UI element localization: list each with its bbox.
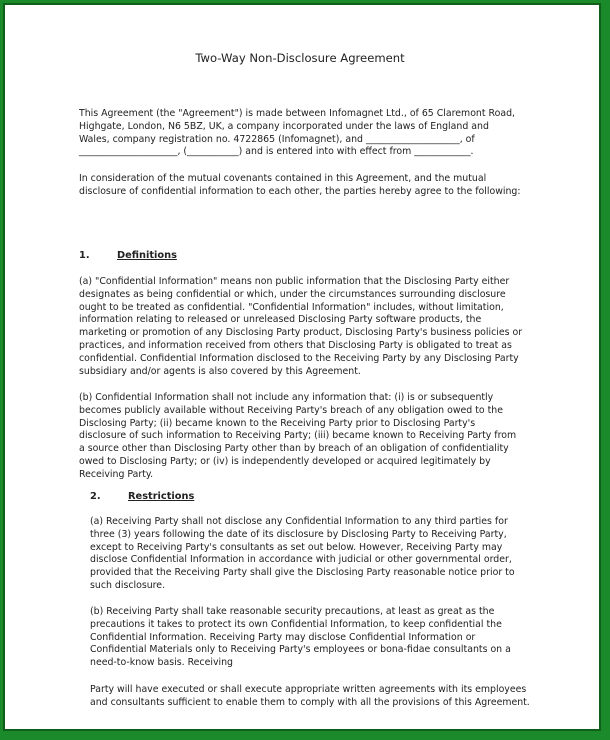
restrictions-para-c [90,684,530,710]
paragraph-line: (a) Receiving Party shall not disclose any Confidential Information to any third parties for [90,516,508,527]
paragraph-line: (b) Receiving Party shall take reasonable security precautions, at least as great as the [90,606,495,617]
paragraph-line: marketing or promotion of any Disclosing Party product, Disclosing Party's business policies or [79,327,523,339]
paragraph-line: confidential. Confidential Information disclosed to the Receiving Party by any Disclosing Party [79,352,519,364]
intro-line: _____________________, (___________) and is entered into with effect from ____________. [79,146,474,158]
document-title: Two-Way Non-Disclosure Agreement [195,51,405,65]
paragraph-line: designates as being confidential or which, under the circumstances surrounding disclosure [79,288,506,300]
intro-line: This Agreement (the "Agreement") is made between Infomagnet Ltd., of 65 Claremont Road, [79,108,516,119]
restrictions-para-a [90,516,522,593]
consideration-line: In consideration of the mutual covenants contained in this Agreement, and the mutual [79,173,487,184]
paragraph-line: becomes publicly available without Receiving Party's breach of any obligation owed to the [79,404,503,416]
paragraph-line: practices, and information received from others that Disclosing Party is obligated to treat as [79,339,512,351]
intro-paragraph [79,108,522,159]
definitions-para-a [79,276,522,378]
paragraph-line: Confidential Materials only to Receiving Party's employees or bona-fidae consultants on a [90,644,511,656]
section-1-heading [79,250,177,263]
consideration-paragraph [79,173,522,199]
paragraph-line: (a) "Confidential Information" means non public information that the Disclosing Party either [79,276,510,287]
paragraph-line: disclose Confidential Information in accordance with judicial or other governmental order, [90,554,512,566]
section-title: Restrictions [128,491,195,502]
restrictions-para-b [90,606,522,670]
intro-line: Highgate, London, N6 5BZ, UK, a company incorporated under the laws of England and [79,120,489,132]
paragraph-line: except to Receiving Party's consultants as set out below. However, Receiving Party may [90,541,503,553]
intro-line: Wales, company registration no. 4722865 (Infomagnet), and ____________________, of [79,133,475,145]
paragraph-line: Party will have executed or shall execute appropriate written agreements with its employees [90,684,527,695]
paragraph-line: precautions it takes to protect its own Confidential Information, to keep confidential the [90,618,502,630]
paragraph-line: such disclosure. [90,579,166,591]
consideration-line: disclosure of confidential information to each other, the parties hereby agree to the following: [79,185,521,197]
paragraph-line: Confidential Information. Receiving Party may disclose Confidential Information or [90,631,476,643]
paragraph-line: Receiving Party. [79,468,154,480]
paragraph-line: provided that the Receiving Party shall give the Disclosing Party reasonable notice prior to [90,567,515,579]
section-number: 1. [79,250,90,261]
definitions-para-b [79,392,522,482]
paragraph-line: information relating to released or unreleased Disclosing Party software products, the [79,314,482,326]
section-title: Definitions [117,250,177,261]
paragraph-line: need-to-know basis. Receiving [90,657,233,669]
paragraph-line: owed to Disclosing Party; or (iv) is independently developed or acquired legitimately by [79,455,491,467]
paragraph-line: a source other than Disclosing Party other than by breach of an obligation of confidentiality [79,443,509,455]
paragraph-line: disclosure of such information to Receiving Party; (iii) became known to Receiving Party from [79,430,517,442]
paragraph-line: three (3) years following the date of its disclosure by Disclosing Party to Receiving Party, [90,528,507,540]
paragraph-line: subsidiary and/or agents is also covered by this Agreement. [79,365,361,377]
paragraph-line: Disclosing Party; (ii) became known to the Receiving Party prior to Disclosing Party's [79,417,476,429]
paragraph-line: (b) Confidential Information shall not include any information that: (i) is or subsequently [79,392,494,403]
section-number: 2. [90,491,101,502]
section-2-heading [90,491,194,504]
paragraph-line: ought to be treated as confidential. "Confidential Information" includes, without limitation, [79,301,504,313]
paragraph-line: and consultants sufficient to enable them to comply with all the provisions of this Agreement. [90,696,530,708]
